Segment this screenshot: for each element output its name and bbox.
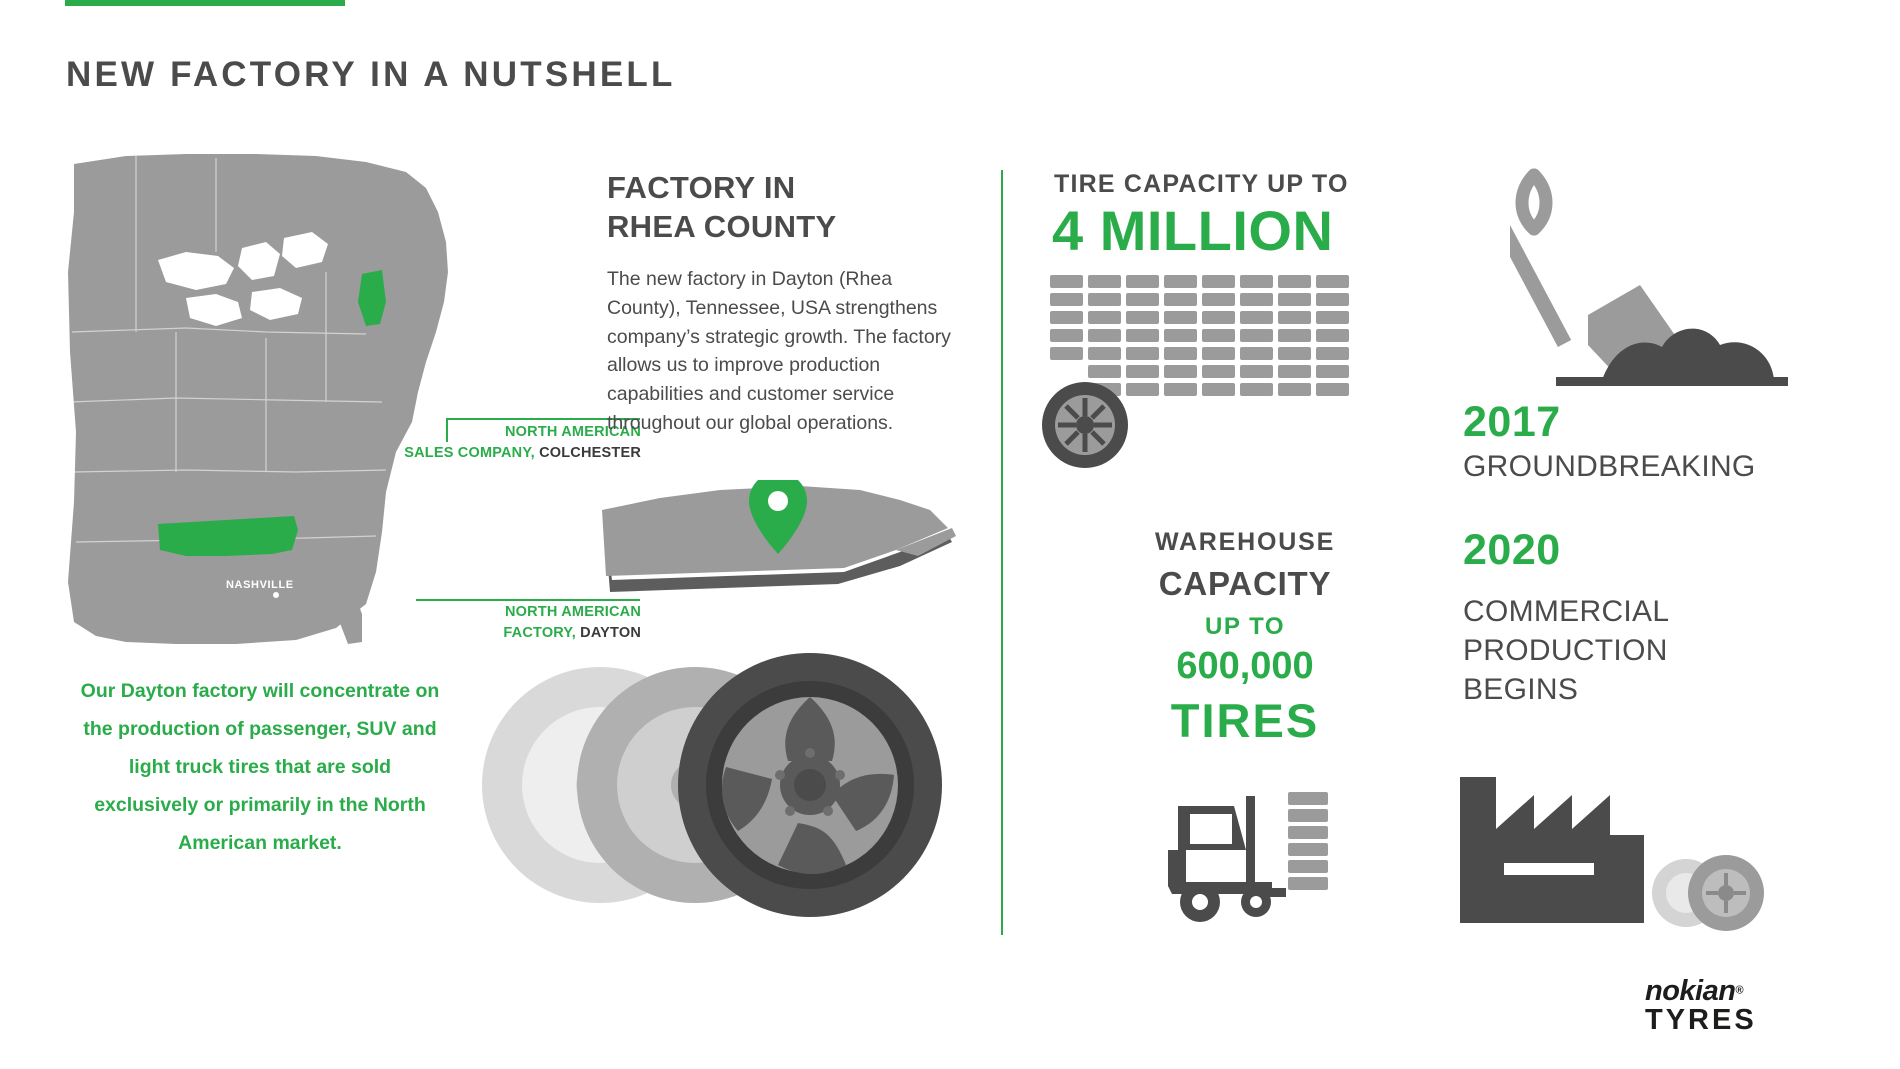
callout-sales-company	[396, 422, 641, 464]
callout-sales-line2: SALES COMPANY,	[404, 445, 535, 461]
timeline-year-2020: 2020	[1463, 526, 1561, 574]
timeline-event-2020	[1463, 592, 1669, 709]
wheel-icon	[1040, 380, 1130, 475]
callout-factory-city: DAYTON	[580, 625, 641, 641]
map-caption: Our Dayton factory will concentrate on the production of passenger, SUV and light truck tires that are sold exclusively or primarily in the North American market.	[80, 680, 440, 854]
timeline-event-2017: GROUNDBREAKING	[1463, 450, 1756, 483]
accent-bar	[65, 0, 345, 6]
timeline-event-2020-line3: BEGINS	[1463, 673, 1579, 706]
tire-capacity-value: 4 MILLION	[1052, 199, 1334, 262]
nashville-dot	[273, 592, 279, 598]
factory-building-icon	[1460, 745, 1820, 940]
warehouse-unit: TIRES	[1170, 694, 1320, 747]
factory-heading-line2: RHEA COUNTY	[607, 209, 837, 244]
callout-sales-city: COLCHESTER	[539, 445, 641, 461]
usa-map-icon	[66, 152, 486, 652]
factory-heading-line1: FACTORY IN	[607, 170, 796, 205]
three-tires-icon	[480, 635, 970, 935]
callout-sales-line1: NORTH AMERICAN	[505, 424, 641, 440]
callout-factory-line2: FACTORY,	[503, 625, 576, 641]
warehouse-label-1: WAREHOUSE	[1154, 528, 1336, 556]
map-region	[66, 152, 641, 652]
brand-logo	[1645, 975, 1825, 1037]
brand-name-top: nokian	[1645, 975, 1736, 1007]
timeline-event-2020-line2: PRODUCTION	[1463, 634, 1668, 667]
factory-heading	[607, 168, 837, 246]
tire-capacity-label: TIRE CAPACITY UP TO	[1054, 170, 1349, 198]
callout-factory-line1: NORTH AMERICAN	[505, 604, 641, 620]
timeline-event-2020-line1: COMMERCIAL	[1463, 595, 1670, 628]
registered-mark: ®	[1735, 984, 1744, 997]
timeline-year-2017: 2017	[1463, 398, 1561, 446]
nashville-label: NASHVILLE	[226, 579, 294, 591]
tennessee-shape-illustration	[600, 480, 960, 615]
factory-body-text: The new factory in Dayton (Rhea County), Tennessee, USA strengthens company’s strategic growth. The factory allows us to improve production capabilities and customer service throughout our global operations.	[607, 268, 951, 434]
vertical-divider	[1001, 170, 1003, 935]
tennessee-map-icon	[600, 480, 960, 610]
warehouse-value: 600,000	[1176, 645, 1314, 687]
brand-name-bottom: TYRES	[1645, 1004, 1757, 1036]
forklift-icon	[1160, 790, 1360, 935]
tires-illustration	[480, 635, 970, 940]
page-title: NEW FACTORY IN A NUTSHELL	[66, 55, 676, 94]
warehouse-label-3: UP TO	[1205, 613, 1285, 640]
shovel-groundbreaking-icon	[1510, 165, 1830, 435]
warehouse-label-2: CAPACITY	[1158, 565, 1332, 602]
